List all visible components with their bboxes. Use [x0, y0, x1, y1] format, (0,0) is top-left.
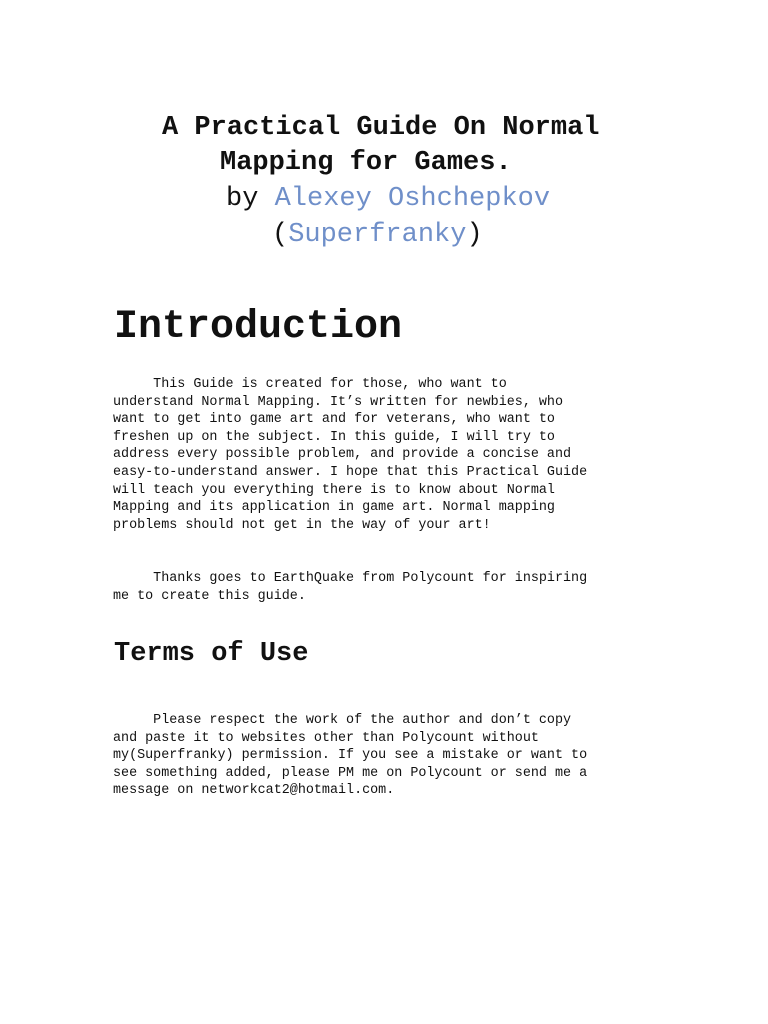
paragraph-line: want to get into game art and for veterans, who want to: [113, 412, 555, 428]
introduction-paragraph-1: [113, 376, 653, 534]
paragraph-line: will teach you everything there is to know about Normal: [113, 482, 555, 498]
paragraph-line: address every possible problem, and provide a concise and: [113, 447, 572, 463]
alias-close-paren: ): [466, 220, 483, 250]
paragraph-line: Please respect the work of the author and don’t copy: [113, 713, 572, 728]
introduction-paragraph-2: [113, 570, 653, 605]
alias-open-paren: (: [272, 220, 289, 250]
paragraph-line: my(Superfranky) permission. If you see a mistake or want to: [113, 748, 588, 764]
paragraph-line: understand Normal Mapping. It’s written for newbies, who: [113, 394, 563, 410]
alias-link[interactable]: Superfranky: [288, 220, 467, 250]
paragraph-line: me to create this guide.: [113, 588, 306, 604]
author-name-link[interactable]: Alexey Oshchepkov: [274, 184, 551, 214]
paragraph-line: This Guide is created for those, who want to: [113, 377, 507, 392]
paragraph-line: see something added, please PM me on Polycount or send me a: [113, 765, 588, 781]
paragraph-line: freshen up on the subject. In this guide, I will try to: [113, 429, 555, 445]
paragraph-line: Thanks goes to EarthQuake from Polycount for inspiring: [113, 571, 588, 586]
introduction-heading: Introduction: [114, 305, 403, 350]
byline: [226, 181, 550, 217]
paragraph-line: and paste it to websites other than Polycount without: [113, 730, 539, 746]
paragraph-line: Mapping and its application in game art. Normal mapping: [113, 500, 555, 516]
byline-alias: [272, 217, 483, 253]
paragraph-line: easy-to-understand answer. I hope that this Practical Guide: [113, 464, 588, 480]
terms-of-use-heading: Terms of Use: [114, 639, 309, 669]
title-line-2: Mapping for Games.: [220, 148, 512, 178]
title-line-1: A Practical Guide On Normal: [162, 113, 600, 143]
terms-of-use-paragraph: [113, 712, 653, 800]
paragraph-line: message on networkcat2@hotmail.com.: [113, 783, 395, 799]
byline-prefix: by: [226, 184, 275, 214]
paragraph-line: problems should not get in the way of your art!: [113, 517, 491, 533]
